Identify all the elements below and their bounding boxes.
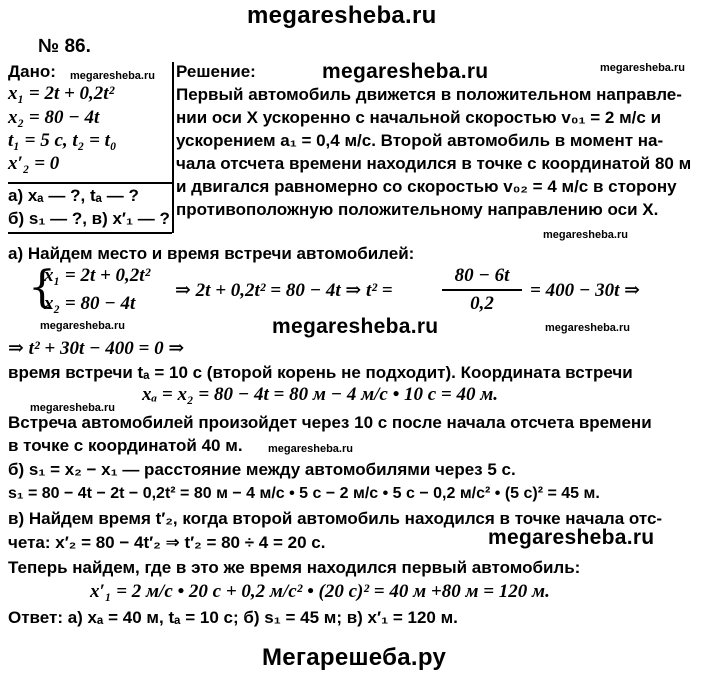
watermark: megaresheba.ru <box>268 443 353 455</box>
question-a: а) xₐ — ?, tₐ — ? <box>8 186 139 205</box>
part-a-heading: а) Найдем место и время встречи автомобилей: <box>8 244 415 263</box>
watermark: megaresheba.ru <box>272 315 439 338</box>
given-x2-prime: x′₂ = 0 <box>8 153 60 174</box>
given-divider <box>8 182 172 184</box>
given-x1: x₁ = 2t + 0,2t² <box>8 83 115 104</box>
watermark: megaresheba.ru <box>488 526 655 549</box>
header-site-name: megaresheba.ru <box>247 2 437 29</box>
solution-line: и двигался равномерно со скоростью v₀₂ = 4 м/с в сторону <box>176 177 677 196</box>
part-b-line-2: s₁ = 80 − 4t − 2t − 0,2t² = 80 м − 4 м/с • 5 с − 2 м/с • 5 с − 0,2 м/с² • (5 с)² = 45 м. <box>8 485 600 502</box>
meeting-coordinate-line: xₐ = x₂ = 80 − 4t = 80 м − 4 м/с • 10 с = 40 м. <box>142 384 499 405</box>
watermark: megaresheba.ru <box>545 322 630 334</box>
meeting-conclusion-2: в точке с координатой 40 м. <box>8 436 243 455</box>
solution-line: ускорением a₁ = 0,4 м/с. Второй автомобиль в момент на- <box>176 131 664 150</box>
part-c-line-4: x′₁ = 2 м/с • 20 с + 0,2 м/с² • (20 с)² = 40 м +80 м = 120 м. <box>90 581 550 602</box>
watermark: megaresheba.ru <box>70 70 155 82</box>
equation-left: ⇒ 2t + 0,2t² = 80 − 4t ⇒ t² = <box>175 280 393 301</box>
given-title: Дано: <box>8 62 56 81</box>
problem-number: № 86. <box>38 36 91 57</box>
part-c-line-1: в) Найдем время t′₂, когда второй автомобиль находился в точке начала отс- <box>8 509 663 528</box>
part-c-line-2: чета: x′₂ = 80 − 4t′₂ ⇒ t′₂ = 80 ÷ 4 = 20 с. <box>8 533 326 552</box>
meeting-conclusion-1: Встреча автомобилей произойдет через 10 с после начала отсчета времени <box>8 413 652 432</box>
part-c-line-3: Теперь найдем, где в это же время находился первый автомобиль: <box>8 558 581 577</box>
watermark: megaresheba.ru <box>322 60 489 83</box>
solution-line: противоположную положительному направлению оси X. <box>176 200 659 219</box>
watermark: megaresheba.ru <box>543 229 628 241</box>
part-b-line-1: б) s₁ = x₂ − x₁ — расстояние между автомобилями через 5 с. <box>8 460 516 479</box>
system-brace: { <box>28 262 56 313</box>
footer-site-name: Мегарешеба.ру <box>262 644 447 671</box>
fraction-numerator: 80 − 6t <box>454 265 510 286</box>
watermark: megaresheba.ru <box>30 402 115 414</box>
quadratic-equation: ⇒ t² + 30t − 400 = 0 ⇒ <box>8 338 185 359</box>
question-b: б) s₁ — ?, в) x′₁ — ? <box>8 209 170 228</box>
solution-title: Решение: <box>176 62 256 81</box>
given-x2: x₂ = 80 − 4t <box>8 107 100 128</box>
equation-right: = 400 − 30t ⇒ <box>530 280 641 301</box>
given-time: t₁ = 5 с, t₂ = t₀ <box>8 130 117 151</box>
watermark: megaresheba.ru <box>600 62 685 74</box>
questions-divider <box>8 232 172 234</box>
watermark: megaresheba.ru <box>40 320 125 332</box>
system-eq-1: x₁ = 2t + 0,2t² <box>44 265 151 286</box>
system-eq-2: x₂ = 80 − 4t <box>44 293 136 314</box>
fraction-denominator: 0,2 <box>470 293 494 314</box>
answer-line: Ответ: а) xₐ = 40 м, tₐ = 10 с; б) s₁ = 45 м; в) x′₁ = 120 м. <box>8 608 458 627</box>
meeting-time-line: время встречи tₐ = 10 с (второй корень не подходит). Координата встречи <box>8 363 633 382</box>
fraction-bar <box>442 289 522 291</box>
solution-line: Первый автомобиль движется в положительном направле- <box>176 85 682 104</box>
solution-line: чала отсчета времени находился в точке с координатой 80 м <box>176 154 692 173</box>
given-vertical-divider <box>172 62 174 233</box>
solution-line: нии оси X ускоренно с начальной скоростью v₀₁ = 2 м/с и <box>176 108 662 127</box>
